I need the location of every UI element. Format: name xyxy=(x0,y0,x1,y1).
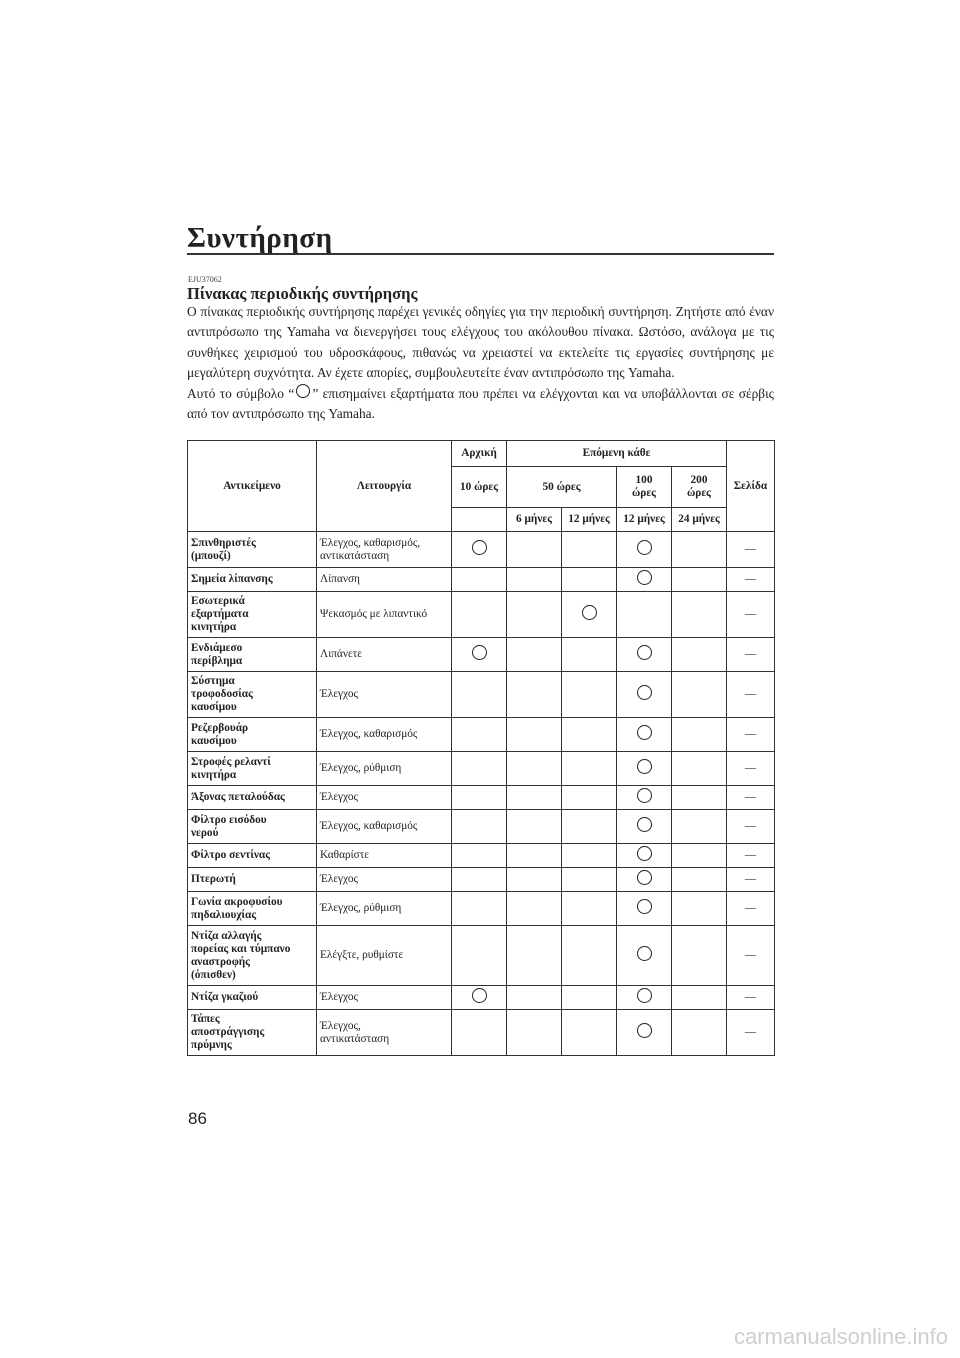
interval-cell xyxy=(617,752,672,786)
operation-cell: Έλεγχος, ρύθμιση xyxy=(317,892,452,926)
header-hours: 200 ώρες xyxy=(672,467,727,508)
interval-cell xyxy=(672,868,727,892)
interval-cell xyxy=(452,568,507,592)
operation-cell: Έλεγχος, καθαρισμός, αντικατάσταση xyxy=(317,532,452,568)
interval-cell xyxy=(672,638,727,672)
circle-icon xyxy=(637,988,652,1003)
interval-cell xyxy=(507,718,562,752)
interval-cell xyxy=(617,718,672,752)
item-cell: Σπινθηριστές (μπουζί) xyxy=(188,532,317,568)
table-row xyxy=(188,568,775,592)
table-row xyxy=(188,1010,775,1056)
interval-cell xyxy=(562,986,617,1010)
interval-cell xyxy=(452,844,507,868)
interval-cell xyxy=(452,532,507,568)
circle-icon xyxy=(637,788,652,803)
interval-cell xyxy=(452,786,507,810)
title-rule xyxy=(187,253,774,255)
circle-icon xyxy=(637,759,652,774)
page-cell: — xyxy=(727,868,775,892)
header-initial: Αρχική xyxy=(452,441,507,467)
operation-cell: Έλεγχος, καθαρισμός xyxy=(317,810,452,844)
operation-cell: Ψεκασμός με λιπαντικό xyxy=(317,592,452,638)
item-cell: Φίλτρο σεντίνας xyxy=(188,844,317,868)
circle-icon xyxy=(472,645,487,660)
item-cell: Ενδιάμεσο περίβλημα xyxy=(188,638,317,672)
item-cell: Εσωτερικά εξαρτήματα κινητήρα xyxy=(188,592,317,638)
interval-cell xyxy=(617,1010,672,1056)
interval-cell xyxy=(617,786,672,810)
page-cell: — xyxy=(727,638,775,672)
page-cell: — xyxy=(727,892,775,926)
item-cell: Γωνία ακροφυσίου πηδαλιουχίας xyxy=(188,892,317,926)
circle-icon xyxy=(637,685,652,700)
circle-icon xyxy=(637,725,652,740)
circle-icon xyxy=(637,1023,652,1038)
header-hours: 50 ώρες xyxy=(507,467,617,508)
item-cell: Άξονας πεταλούδας xyxy=(188,786,317,810)
interval-cell xyxy=(452,592,507,638)
interval-cell xyxy=(617,592,672,638)
operation-cell: Έλεγχος, καθαρισμός xyxy=(317,718,452,752)
interval-cell xyxy=(672,1010,727,1056)
circle-icon xyxy=(582,605,597,620)
interval-cell xyxy=(617,810,672,844)
table-row xyxy=(188,810,775,844)
interval-cell xyxy=(562,786,617,810)
interval-cell xyxy=(617,892,672,926)
interval-cell xyxy=(562,868,617,892)
operation-cell: Έλεγχος xyxy=(317,786,452,810)
interval-cell xyxy=(507,672,562,718)
interval-cell xyxy=(562,752,617,786)
header-months: 12 μήνες xyxy=(562,508,617,532)
interval-cell xyxy=(452,718,507,752)
interval-cell xyxy=(507,868,562,892)
circle-icon xyxy=(472,540,487,555)
item-cell: Ντίζα αλλαγής πορείας και τύμπανο αναστροφής (όπισθεν) xyxy=(188,926,317,986)
item-cell: Τάπες αποστράγγισης πρύμνης xyxy=(188,1010,317,1056)
circle-icon xyxy=(637,899,652,914)
header-page: Σελίδα xyxy=(727,441,775,532)
table-row xyxy=(188,926,775,986)
symbol-explanation xyxy=(187,384,774,425)
interval-cell xyxy=(507,810,562,844)
circle-icon xyxy=(637,540,652,555)
interval-cell xyxy=(562,568,617,592)
table-row xyxy=(188,532,775,568)
interval-cell xyxy=(672,592,727,638)
interval-cell xyxy=(507,1010,562,1056)
interval-cell xyxy=(672,986,727,1010)
interval-cell xyxy=(617,926,672,986)
table-row xyxy=(188,786,775,810)
interval-cell xyxy=(507,844,562,868)
page-number: 86 xyxy=(188,1109,207,1128)
interval-cell xyxy=(617,532,672,568)
interval-cell xyxy=(452,1010,507,1056)
circle-icon xyxy=(296,384,310,398)
header-empty xyxy=(452,508,507,532)
circle-icon xyxy=(637,645,652,660)
interval-cell xyxy=(452,672,507,718)
circle-icon xyxy=(637,570,652,585)
item-cell: Στροφές ρελαντί κινητήρα xyxy=(188,752,317,786)
interval-cell xyxy=(562,844,617,868)
interval-cell xyxy=(562,672,617,718)
symbol-text-before: Αυτό το σύμβολο “ xyxy=(187,385,295,401)
page-cell: — xyxy=(727,718,775,752)
page-cell: — xyxy=(727,568,775,592)
interval-cell xyxy=(672,892,727,926)
table-row xyxy=(188,844,775,868)
header-item: Αντικείμενο xyxy=(188,441,317,532)
interval-cell xyxy=(672,672,727,718)
interval-cell xyxy=(452,638,507,672)
interval-cell xyxy=(452,892,507,926)
interval-cell xyxy=(507,568,562,592)
interval-cell xyxy=(562,1010,617,1056)
interval-cell xyxy=(617,638,672,672)
interval-cell xyxy=(507,786,562,810)
interval-cell xyxy=(452,810,507,844)
operation-cell: Καθαρίστε xyxy=(317,844,452,868)
table-row xyxy=(188,752,775,786)
item-cell: Ρεζερβουάρ καυσίμου xyxy=(188,718,317,752)
operation-cell: Έλεγχος, αντικατάσταση xyxy=(317,1010,452,1056)
circle-icon xyxy=(637,946,652,961)
item-cell: Φίλτρο εισόδου νερού xyxy=(188,810,317,844)
page-cell: — xyxy=(727,810,775,844)
interval-cell xyxy=(672,786,727,810)
header-hours: 10 ώρες xyxy=(452,467,507,508)
operation-cell: Λιπάνετε xyxy=(317,638,452,672)
operation-cell: Έλεγχος, ρύθμιση xyxy=(317,752,452,786)
header-every: Επόμενη κάθε xyxy=(507,441,727,467)
table-row xyxy=(188,718,775,752)
interval-cell xyxy=(562,926,617,986)
interval-cell xyxy=(507,592,562,638)
page-cell: — xyxy=(727,672,775,718)
interval-cell xyxy=(562,638,617,672)
page-cell: — xyxy=(727,592,775,638)
interval-cell xyxy=(452,752,507,786)
interval-cell xyxy=(617,986,672,1010)
page-title: Συντήρηση xyxy=(187,222,333,254)
circle-icon xyxy=(637,846,652,861)
page-cell: — xyxy=(727,844,775,868)
interval-cell xyxy=(507,752,562,786)
item-cell: Πτερωτή xyxy=(188,868,317,892)
watermark: carmanualsonline.info xyxy=(733,1324,948,1349)
page-cell: — xyxy=(727,986,775,1010)
interval-cell xyxy=(507,986,562,1010)
interval-cell xyxy=(452,926,507,986)
table-row xyxy=(188,672,775,718)
interval-cell xyxy=(617,568,672,592)
operation-cell: Έλεγχος xyxy=(317,986,452,1010)
interval-cell xyxy=(617,844,672,868)
page-cell: — xyxy=(727,786,775,810)
operation-cell: Έλεγχος xyxy=(317,672,452,718)
operation-cell: Έλεγχος xyxy=(317,868,452,892)
symbol-text-after: ” επισημαίνει εξαρτήματα που πρέπει να ελέγχονται και να υποβάλλονται σε σέρβις από τον αντιπρόσωπο της Yamaha. xyxy=(187,385,774,422)
item-cell: Σύστημα τροφοδοσίας καυσίμου xyxy=(188,672,317,718)
interval-cell xyxy=(562,892,617,926)
header-months: 6 μήνες xyxy=(507,508,562,532)
header-hours: 100 ώρες xyxy=(617,467,672,508)
interval-cell xyxy=(672,718,727,752)
page-cell: — xyxy=(727,926,775,986)
interval-cell xyxy=(672,926,727,986)
table-row xyxy=(188,592,775,638)
circle-icon xyxy=(637,817,652,832)
intro-paragraph: Ο πίνακας περιοδικής συντήρησης παρέχει γενικές οδηγίες για την περιοδική συντήρηση. Ζητήστε από έναν αντιπρόσωπο της Yamaha να διενεργήσει τους ελέγχους του ακόλουθου πίνακα. Ωστόσο, ανάλογα με τις συνθήκες χειρισμού του υδροσκάφους, πιθανώς να χρειαστεί να εκτελείτε τις εργασίες συντήρησης με μεγαλύτερη συχνότητα. Αν έχετε απορίες, συμβουλευτείτε έναν αντιπρόσωπο της Yamaha. xyxy=(187,304,774,381)
interval-cell xyxy=(672,532,727,568)
interval-cell xyxy=(617,868,672,892)
circle-icon xyxy=(637,870,652,885)
circle-icon xyxy=(472,988,487,1003)
page-cell: — xyxy=(727,752,775,786)
page-cell: — xyxy=(727,1010,775,1056)
header-months: 24 μήνες xyxy=(672,508,727,532)
interval-cell xyxy=(562,532,617,568)
table-body xyxy=(188,532,775,1056)
maintenance-table xyxy=(187,440,775,1056)
item-cell: Σημεία λίπανσης xyxy=(188,568,317,592)
operation-cell: Λίπανση xyxy=(317,568,452,592)
interval-cell xyxy=(672,752,727,786)
interval-cell xyxy=(672,844,727,868)
table-row xyxy=(188,638,775,672)
page-cell: — xyxy=(727,532,775,568)
operation-cell: Ελέγξτε, ρυθμίστε xyxy=(317,926,452,986)
interval-cell xyxy=(562,718,617,752)
interval-cell xyxy=(452,986,507,1010)
interval-cell xyxy=(507,892,562,926)
item-cell: Ντίζα γκαζιού xyxy=(188,986,317,1010)
interval-cell xyxy=(672,810,727,844)
table-row xyxy=(188,892,775,926)
document-code: EJU37062 xyxy=(188,275,222,284)
interval-cell xyxy=(507,926,562,986)
interval-cell xyxy=(507,532,562,568)
interval-cell xyxy=(617,672,672,718)
interval-cell xyxy=(507,638,562,672)
intro-text xyxy=(187,302,774,424)
section-heading: Πίνακας περιοδικής συντήρησης xyxy=(187,284,418,303)
interval-cell xyxy=(672,568,727,592)
interval-cell xyxy=(562,592,617,638)
interval-cell xyxy=(562,810,617,844)
table-row xyxy=(188,986,775,1010)
interval-cell xyxy=(452,868,507,892)
header-operation: Λειτουργία xyxy=(317,441,452,532)
header-months: 12 μήνες xyxy=(617,508,672,532)
table-row xyxy=(188,868,775,892)
